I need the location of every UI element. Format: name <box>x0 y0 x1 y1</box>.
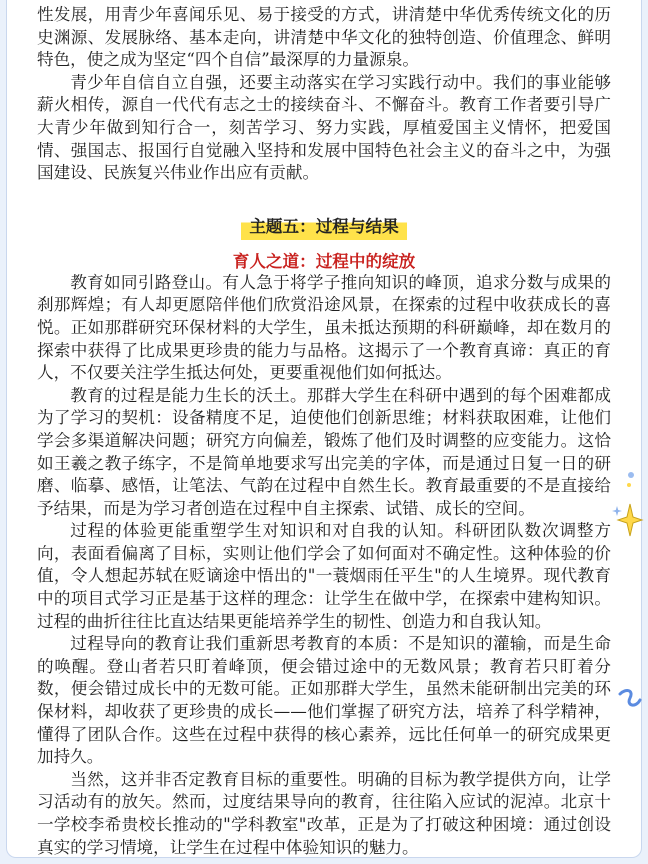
paragraph: 教育的过程是能力生长的沃土。那群大学生在科研中遇到的每个困难都成为了学习的契机：设备精度不足，迫使他们创新思维；材料获取困难，让他们学会多渠道解决问题；研究方向偏差，锻炼了他们及时调整的应变能力。这恰如王羲之教子练字，不是简单地要求写出完美的字体，而是通过日复一日的研磨、临摹、感悟，让笔法、气韵在过程中自然生长。教育最重要的不是直接给予结果，而是为学习者创造在过程中自主探索、试错、成长的空间。 <box>37 385 611 518</box>
paragraph: 当然，这并非否定教育目标的重要性。明确的目标为教学提供方向，让学习活动有的放矢。然而，过度结果导向的教育，往往陷入应试的泥淖。北京十一学校李希贵校长推动的"学科教室"改革，正是为了打破这种困境：通过创设真实的学习情境，让学生在过程中体验知识的魅力。 <box>37 769 611 857</box>
squiggle-icon <box>616 686 644 718</box>
dots-icon <box>624 470 638 490</box>
paragraph: 教育如同引路登山。有人急于将学子推向知识的峰顶，追求分数与成果的刹那辉煌；有人却更愿陪伴他们欣赏沿途风景，在探索的过程中收获成长的喜悦。正如那群研究环保材料的大学生，虽未抵达预期的科研巅峰，却在数月的探索中获得了比成果更珍贵的能力与品格。这揭示了一个教育真谛：真正的育人，不仅要关注学生抵达何处，更要重视他们如何抵达。 <box>37 272 611 383</box>
paragraph: 青少年自信自立自强，还要主动落实在学习实践行动中。我们的事业能够薪火相传，源自一代代有志之士的接续奋斗、不懈奋斗。教育工作者要引导广大青少年做到知行合一，刻苦学习、努力实践，厚植爱国主义情怀，把爱国情、强国志、报国行自觉融入坚持和发展中国特色社会主义的奋斗之中，为强国建设、民族复兴伟业作出应有贡献。 <box>37 72 611 183</box>
topic-title: 主题五：过程与结果 <box>241 212 406 240</box>
paragraph: 过程导向的教育让我们重新思考教育的本质：不是知识的灌输，而是生命的唤醒。登山者若只盯着峰顶，便会错过途中的无数风景；教育若只盯着分数，便会错过成长中的无数可能。正如那群大学生，虽然未能研制出完美的环保材料，却收获了更珍贵的成长——他们掌握了研究方法，培养了科学精神，懂得了团队合作。这些在过程中获得的核心素养，远比任何单一的研究成果更加持久。 <box>37 634 611 767</box>
document-page <box>6 0 642 858</box>
sparkle-icon <box>610 500 644 540</box>
section-subtitle: 育人之道：过程中的绽放 <box>232 250 416 271</box>
paragraph: 性发展，用青少年喜闻乐见、易于接受的方式，讲清楚中华优秀传统文化的历史渊源、发展脉络、基本走向，讲清楚中华文化的独特创造、价值理念、鲜明特色，使之成为坚定“四个自信”最深厚的力量源泉。 <box>37 5 611 70</box>
document-body <box>7 0 641 858</box>
topic-heading <box>37 212 611 240</box>
paragraph: 过程的体验更能重塑学生对知识和对自我的认知。科研团队数次调整方向，表面看偏离了目标，实则让他们学会了如何面对不确定性。这种体验的价值，令人想起苏轼在贬谪途中悟出的"一蓑烟雨任平生"的人生境界。现代教育中的项目式学习正是基于这样的理念：让学生在做中学，在探索中建构知识。过程的曲折往往比直达结果更能培养学生的韧性、创造力和自我认知。 <box>37 521 611 631</box>
